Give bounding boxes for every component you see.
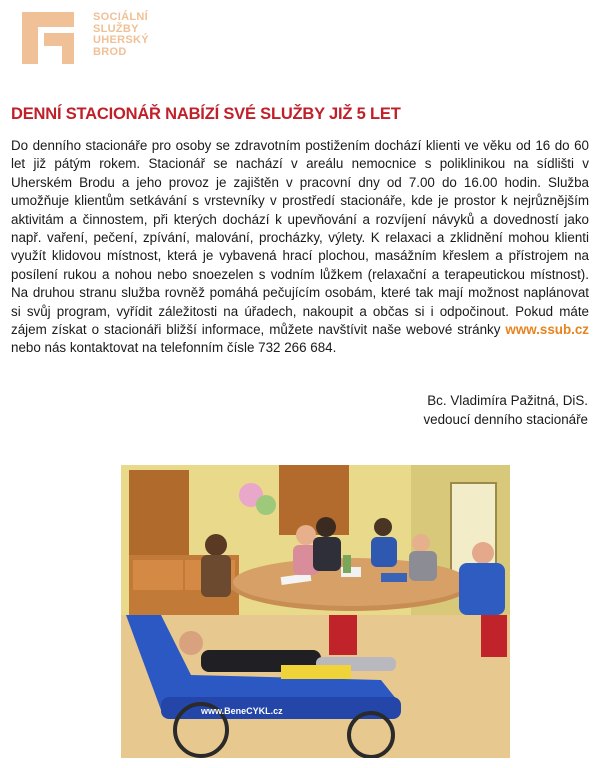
article-body [11,137,589,358]
logo-line: BROD [93,45,127,58]
logo-line: UHERSKÝ [93,34,149,46]
logo-line: SLUŽBY [93,22,139,35]
signature-role: vedoucí denního stacionáře [423,412,588,427]
day-center-photo [121,465,510,758]
article-headline: DENNÍ STACIONÁŘ NABÍZÍ SVÉ SLUŽBY JIŽ 5 LET [11,105,401,123]
logo-text [93,12,149,58]
signature [423,391,588,429]
website-link[interactable]: www.ssub.cz [505,322,589,338]
body-text-part: Do denního stacionáře pro osoby se zdravotním postižením dochází klienti ve věku od 16 do 60 let již pátým rokem. Stacionář se nachází v areálu nemocnice s poliklinikou na sídlišti v Uherském Brodu a jeho provoz je zajištěn v pracovní dny od 7.00 do 16.00 hodin. Služba umožňuje klientům setkávání s vrstevníky v prostředí stacionáře, kde je prostor k nejrůznějším aktivitám a činnostem, při kterých dochází k upevňování a rozvíjení návyků a dovedností jako např. vaření, pečení, zpívání, malování, procházky, výlety. K relaxaci a zklidnění mohou klienti využít klidovou místnost, která je vybavená hrací plochou, masážním křeslem a přístrojem na posílení rukou a nohou nebo snoezelen s vodním lůžkem (relaxační a terapeutickou místnost). Na druhou stranu služba rovněž pomáhá pečujícím osobám, které tak mají možnost naplánovat si svůj program, vyřídit záležitosti na úřadech, nakoupit a občas si i odpočinout. Pokud máte zájem získat o stacionáři bližší informace, můžete navštívit naše webové stránky [11,138,589,338]
signature-name: Bc. Vladimíra Pažitná, DiS. [427,393,588,408]
photo-illustration [121,465,510,758]
bike-brand-text: www.BeneCYKL.cz [201,706,283,716]
body-text-part: nebo nás kontaktovat na telefonním čísle 732 266 684. [11,340,337,356]
ssub-logo-icon [22,12,74,64]
logo-line: SOCIÁLNÍ [93,11,148,23]
